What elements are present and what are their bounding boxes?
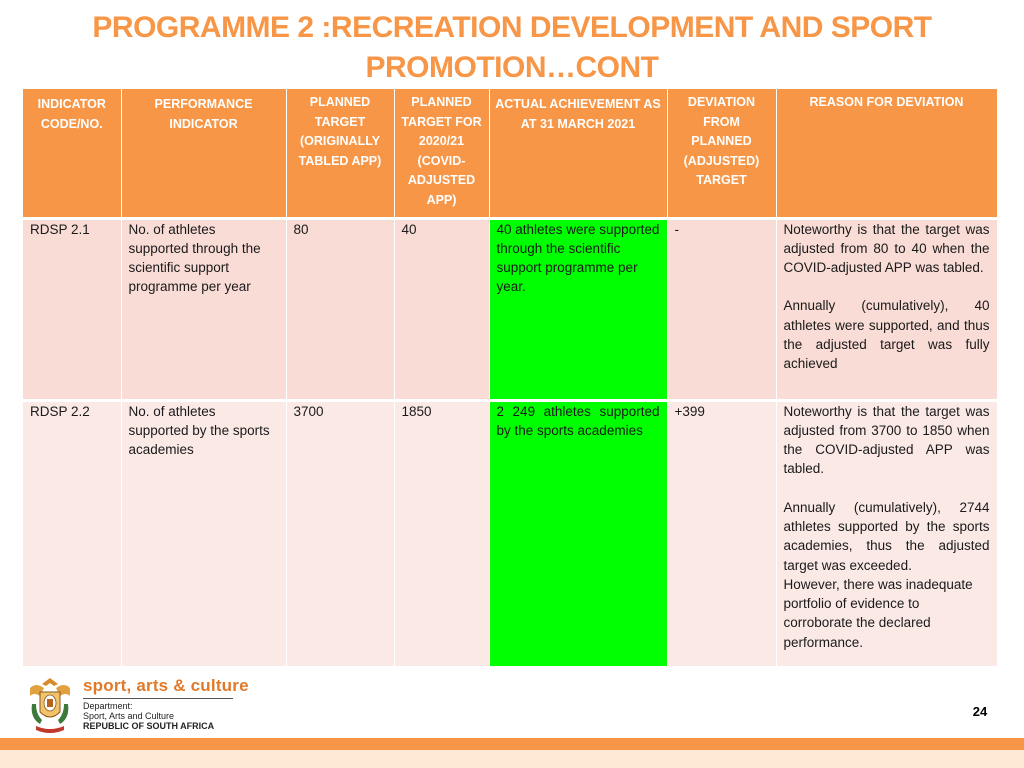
- cell-deviation: +399: [667, 400, 776, 666]
- cell-planned-adjusted: 1850: [394, 400, 489, 666]
- cell-planned-original: 80: [286, 218, 394, 400]
- country-name: REPUBLIC OF SOUTH AFRICA: [83, 721, 215, 731]
- header-planned-target-original: PLANNED TARGET (ORIGINALLY TABLED APP): [286, 89, 394, 218]
- department-name: Sport, Arts and Culture: [83, 711, 175, 721]
- reason-paragraph: Noteworthy is that the target was adjusted from 80 to 40 when the COVID-adjusted APP was tabled.: [783, 221, 990, 276]
- reason-paragraph: Annually (cumulatively), 40 athletes were supported, and thus the adjusted target was fully achieved: [783, 298, 990, 372]
- header-performance-indicator: PERFORMANCE INDICATOR: [121, 89, 286, 218]
- cell-performance-indicator: No. of athletes supported through the scientific support programme per year: [121, 218, 286, 400]
- brand-name: sport, arts & culture: [83, 676, 249, 695]
- department-info: [83, 701, 214, 731]
- footer-bar-light: [0, 750, 1024, 768]
- cell-actual-achievement: 2 249 athletes supported by the sports academies: [489, 400, 667, 666]
- department-label: Department:: [83, 701, 133, 711]
- reason-paragraph: Noteworthy is that the target was adjusted from 3700 to 1850 when the COVID-adjusted APP was tabled.: [783, 403, 990, 477]
- reason-paragraph: However, there was inadequate portfolio of evidence to corroborate the declared performance.: [783, 576, 973, 650]
- table-header-row: [23, 89, 997, 218]
- brand-divider: [83, 698, 233, 699]
- cell-indicator-code: RDSP 2.1: [23, 218, 121, 400]
- cell-planned-original: 3700: [286, 400, 394, 666]
- table-row: [23, 218, 997, 400]
- cell-reason-for-deviation: [776, 218, 997, 400]
- page-title-line-2: PROMOTION…CONT: [365, 51, 659, 84]
- cell-reason-for-deviation: [776, 400, 997, 666]
- cell-performance-indicator: No. of athletes supported by the sports academies: [121, 400, 286, 666]
- header-reason-for-deviation: REASON FOR DEVIATION: [776, 89, 997, 218]
- coat-of-arms-icon: [24, 674, 76, 736]
- cell-planned-adjusted: 40: [394, 218, 489, 400]
- header-deviation: DEVIATION FROM PLANNED (ADJUSTED) TARGET: [667, 89, 776, 218]
- table-row: [23, 400, 997, 666]
- performance-table: [23, 89, 998, 666]
- page-number: 24: [972, 704, 988, 719]
- cell-deviation: -: [667, 218, 776, 400]
- page-title-line-1: PROGRAMME 2 :RECREATION DEVELOPMENT AND SPORT: [92, 11, 932, 44]
- header-indicator-code: INDICATOR CODE/NO.: [23, 89, 121, 218]
- header-planned-target-adjusted: PLANNED TARGET FOR 2020/21 (COVID-ADJUSTED APP): [394, 89, 489, 218]
- reason-paragraph: Annually (cumulatively), 2744 athletes supported by the sports academies, thus the adjusted target was exceeded.: [783, 499, 990, 573]
- cell-actual-achievement: 40 athletes were supported through the scientific support programme per year.: [489, 218, 667, 400]
- header-actual-achievement: ACTUAL ACHIEVEMENT AS AT 31 MARCH 2021: [489, 89, 667, 218]
- footer-bar: [0, 738, 1024, 750]
- cell-indicator-code: RDSP 2.2: [23, 400, 121, 666]
- page-title: [0, 8, 1024, 88]
